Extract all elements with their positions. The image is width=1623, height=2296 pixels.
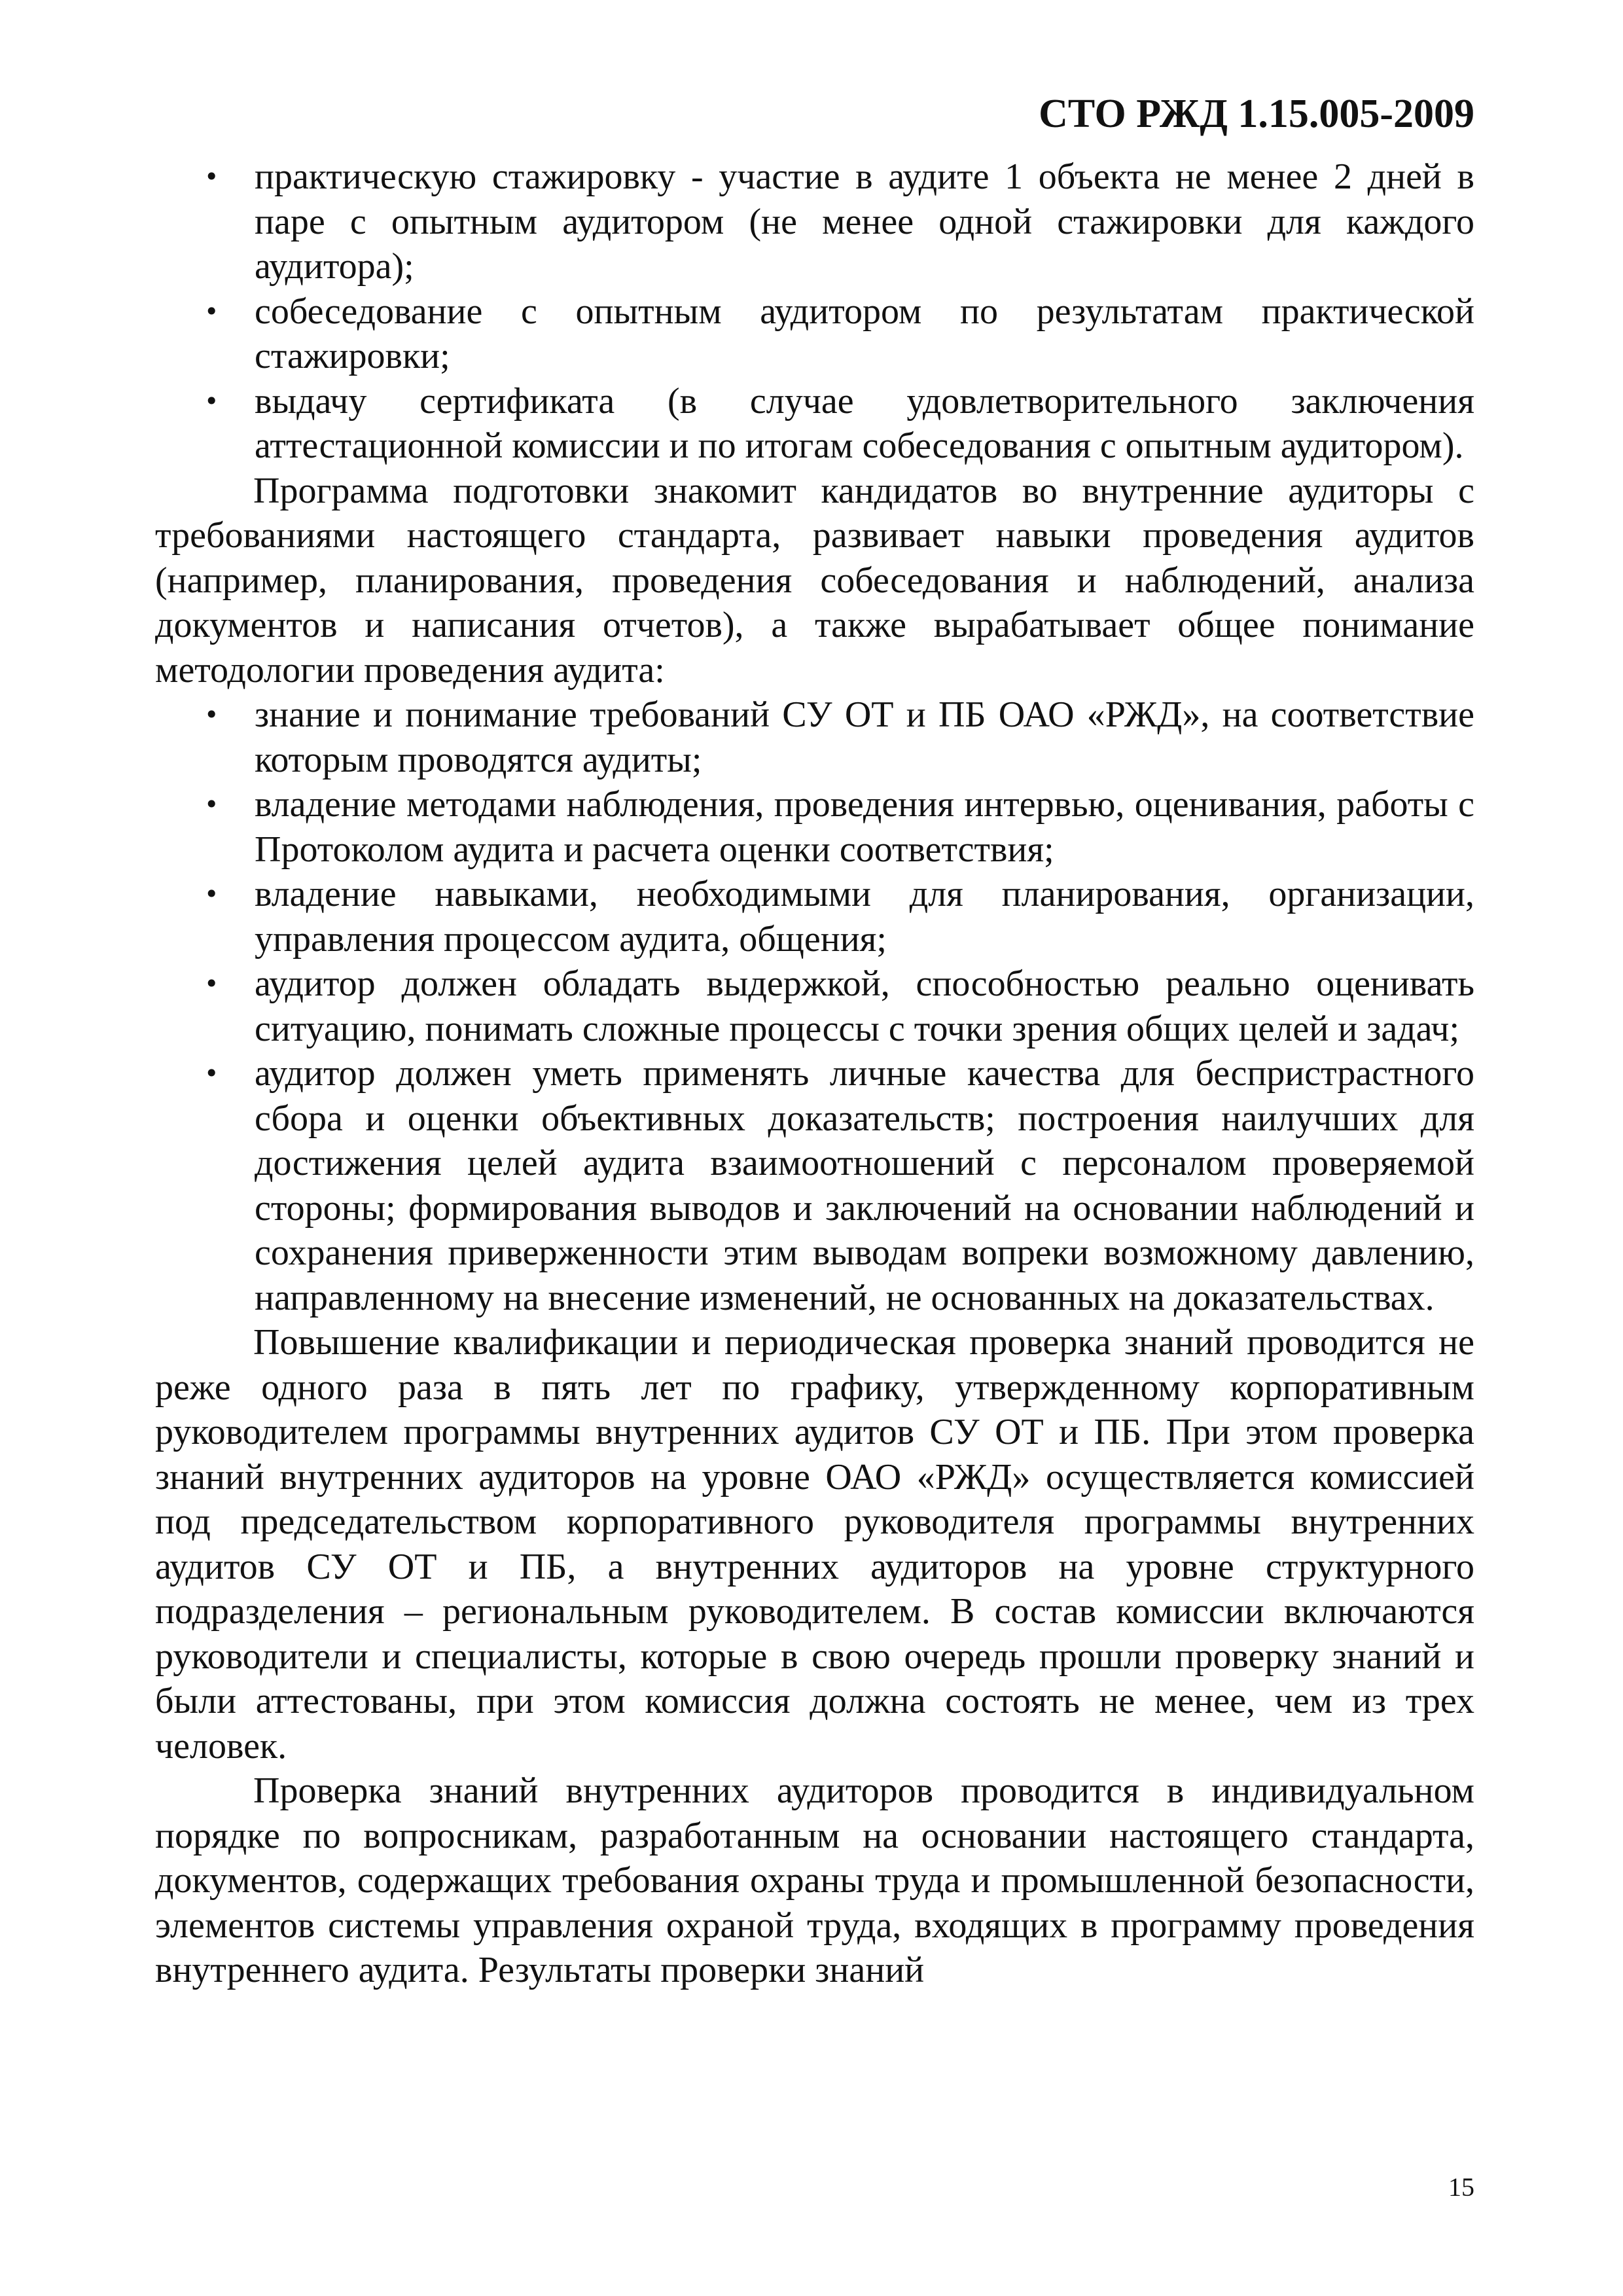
list-item: • знание и понимание требований СУ ОТ и ПБ ОАО «РЖД», на соответствие которым проводятся аудиты; [155,692,1474,782]
document-code-header: СТО РЖД 1.15.005-2009 [1039,92,1474,136]
list-item: • аудитор должен уметь применять личные качества для беспристрастного сбора и оценки объективных доказательств; построения наилучших для достижения целей аудита взаимоотношений с персоналом проверяемой стороны; формирования выводов и заключений на основании наблюдений и сохранения приверженности этим выводам вопреки возможному давлению, направленному на внесение изменений, не основанных на доказательствах. [155,1051,1474,1320]
paragraph-training-program: Программа подготовки знакомит кандидатов во внутренние аудиторы с требованиями настоящего стандарта, развивает навыки проведения аудитов (например, планирования, проведения собеседования и наблюдений, анализа документов и написания отчетов), а также вырабатывает общее понимание методологии проведения аудита: [155,470,1474,691]
list-item: • владение методами наблюдения, проведения интервью, оценивания, работы с Протоколом аудита и расчета оценки соответствия; [155,782,1474,872]
list-item: • собеседование с опытным аудитором по результатам практической стажировки; [155,289,1474,379]
paragraph-knowledge-test: Проверка знаний внутренних аудиторов проводится в индивидуальном порядке по вопросникам, разработанным на основании настоящего стандарта, документов, содержащих требования охраны труда и промышленной безопасности, элементов системы управления охраной труда, входящих в программу проведения внутреннего аудита. Результаты проверки знаний [155,1770,1474,1990]
paragraph-qualification-check: Повышение квалификации и периодическая проверка знаний проводится не реже одного раза в пять лет по графику, утвержденному корпоративным руководителем программы внутренних аудитов СУ ОТ и ПБ. При этом проверка знаний внутренних аудиторов на уровне ОАО «РЖД» осуществляется комиссией под председательством корпоративного руководителя программы внутренних аудитов СУ ОТ и ПБ, а внутренних аудиторов на уровне структурного подразделения – региональным руководителем. В состав комиссии включаются руководители и специалисты, которые в свою очередь прошли проверку знаний и были аттестованы, при этом комиссия должна состоять не менее, чем из трех человек. [155,1322,1474,1767]
bullet-list-internship [155,154,1474,469]
bullet-list-competencies [155,692,1474,1320]
page-number: 15 [1448,2172,1474,2202]
list-item: • выдачу сертификата (в случае удовлетворительного заключения аттестационной комиссии и по итогам собеседования с опытным аудитором). [155,379,1474,469]
list-item: • владение навыками, необходимыми для планирования, организации, управления процессом аудита, общения; [155,872,1474,961]
page-body [155,154,1474,1993]
list-item: • практическую стажировку - участие в аудите 1 объекта не менее 2 дней в паре с опытным аудитором (не менее одной стажировки для каждого аудитора); [155,154,1474,289]
list-item: • аудитор должен обладать выдержкой, способностью реально оценивать ситуацию, понимать сложные процессы с точки зрения общих целей и задач; [155,961,1474,1051]
